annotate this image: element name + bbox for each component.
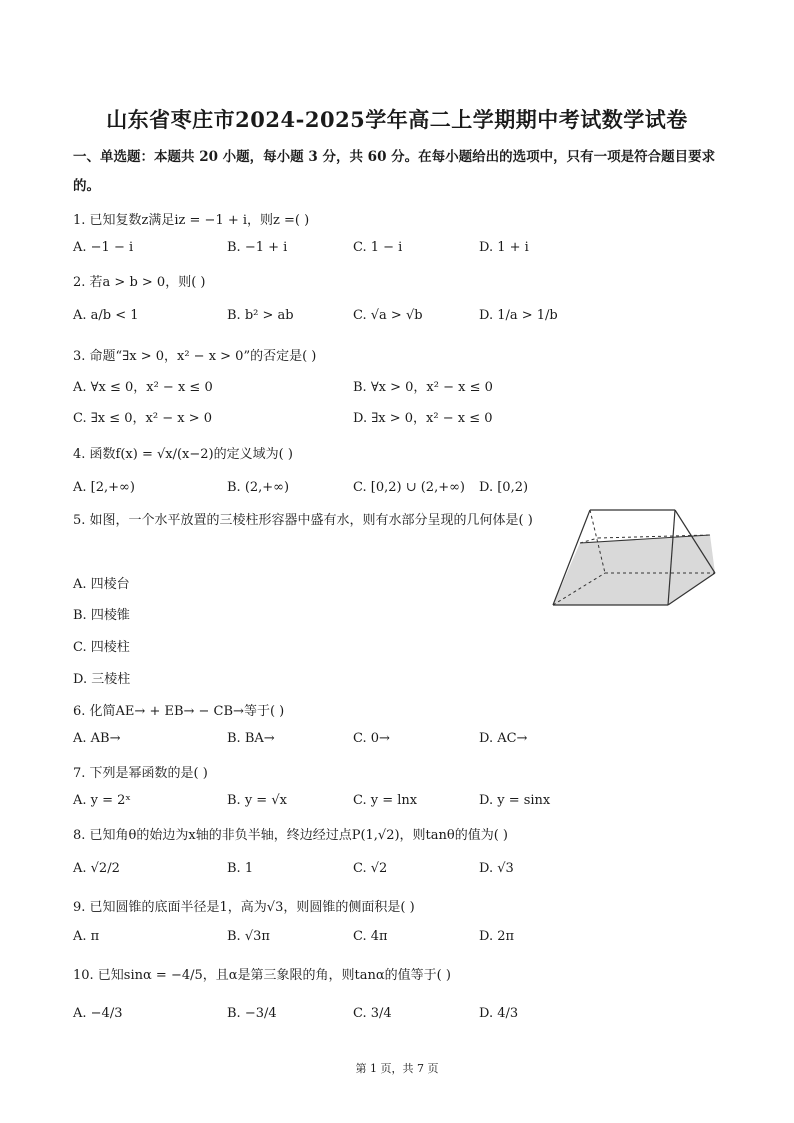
question-8: 8. 已知角θ的始边为x轴的非负半轴，终边经过点P(1,√2)，则tanθ的值为( ) xyxy=(73,828,508,843)
option-a[interactable]: A. √2/2 xyxy=(73,861,120,876)
option-b[interactable]: B. BA→ xyxy=(227,731,275,746)
option-d[interactable]: D. √3 xyxy=(479,861,514,876)
option-a[interactable]: A. [2,+∞) xyxy=(73,480,135,495)
option-c[interactable]: C. ∃x ≤ 0，x² − x > 0 xyxy=(73,411,213,426)
option-c[interactable]: C. 3/4 xyxy=(353,1006,392,1021)
option-c[interactable]: C. √2 xyxy=(353,861,388,876)
section-heading: 一、单选题：本题共 20 小题，每小题 3 分，共 60 分。在每小题给出的选项中，只有一项是符合题目要求的。 xyxy=(73,149,716,194)
option-d[interactable]: D. AC→ xyxy=(479,731,528,746)
question-3-options-row2 xyxy=(73,407,733,429)
option-b[interactable]: B. b² > ab xyxy=(227,308,294,323)
page-title: 山东省枣庄市2024-2025学年高二上学期期中考试数学试卷 xyxy=(106,107,688,132)
option-c[interactable]: C. 0→ xyxy=(353,731,390,746)
question-7: 7. 下列是幂函数的是( ) xyxy=(73,766,208,781)
question-4-options xyxy=(73,480,733,502)
question-3: 3. 命题“∃x > 0，x² − x > 0”的否定是( ) xyxy=(73,349,317,364)
prism-water-figure xyxy=(550,505,725,615)
page-footer: 第 1 页，共 7 页 xyxy=(355,1062,439,1075)
water-region xyxy=(553,535,715,605)
question-10: 10. 已知sinα = −4/5，且α是第三象限的角，则tanα的值等于( ) xyxy=(73,968,451,983)
option-a[interactable]: A. 四棱台 xyxy=(73,577,130,592)
option-a[interactable]: A. π xyxy=(73,929,100,944)
question-6: 6. 化简AE→ + EB→ − CB→等于( ) xyxy=(73,704,285,719)
option-a[interactable]: A. −4/3 xyxy=(73,1006,123,1021)
option-d[interactable]: D. ∃x > 0，x² − x ≤ 0 xyxy=(353,411,493,426)
option-d[interactable]: D. 1 + i xyxy=(479,240,529,255)
question-2: 2. 若a > b > 0，则( ) xyxy=(73,275,206,290)
option-b[interactable]: B. ∀x > 0，x² − x ≤ 0 xyxy=(353,380,493,395)
option-b[interactable]: B. √3π xyxy=(227,929,270,944)
option-c[interactable]: C. y = lnx xyxy=(353,793,418,808)
option-d[interactable]: D. 1/a > 1/b xyxy=(479,308,558,323)
option-b[interactable]: B. y = √x xyxy=(227,793,287,808)
option-d[interactable]: D. 三棱柱 xyxy=(73,672,131,687)
option-d[interactable]: D. 2π xyxy=(479,929,515,944)
question-2-options xyxy=(73,308,733,330)
question-5: 5. 如图，一个水平放置的三棱柱形容器中盛有水，则有水部分呈现的几何体是( ) xyxy=(73,513,533,528)
option-d[interactable]: D. [0,2) xyxy=(479,480,529,495)
option-c[interactable]: C. 四棱柱 xyxy=(73,640,130,655)
option-a[interactable]: A. y = 2ˣ xyxy=(73,793,131,808)
question-1: 1. 已知复数z满足iz = −1 + i，则z =( ) xyxy=(73,213,310,228)
question-1-options xyxy=(73,240,733,262)
option-b[interactable]: B. −1 + i xyxy=(227,240,288,255)
option-a[interactable]: A. −1 − i xyxy=(73,240,134,255)
question-7-options xyxy=(73,793,733,815)
option-a[interactable]: A. a/b < 1 xyxy=(73,308,139,323)
question-4: 4. 函数f(x) = √x/(x−2)的定义域为( ) xyxy=(73,447,293,462)
option-b[interactable]: B. 1 xyxy=(227,861,254,876)
option-a[interactable]: A. AB→ xyxy=(73,731,121,746)
question-9-options xyxy=(73,929,733,951)
option-c[interactable]: C. 4π xyxy=(353,929,388,944)
option-b[interactable]: B. −3/4 xyxy=(227,1006,277,1021)
question-3-options-row1 xyxy=(73,376,733,398)
option-c[interactable]: C. [0,2) ∪ (2,+∞) xyxy=(353,480,465,495)
question-10-options xyxy=(73,1006,733,1028)
question-6-options xyxy=(73,731,733,753)
option-c[interactable]: C. 1 − i xyxy=(353,240,403,255)
option-d[interactable]: D. 4/3 xyxy=(479,1006,519,1021)
option-d[interactable]: D. y = sinx xyxy=(479,793,551,808)
question-9: 9. 已知圆锥的底面半径是1，高为√3，则圆锥的侧面积是( ) xyxy=(73,900,415,915)
option-b[interactable]: B. (2,+∞) xyxy=(227,480,290,495)
option-b[interactable]: B. 四棱锥 xyxy=(73,608,130,623)
question-8-options xyxy=(73,861,733,883)
option-a[interactable]: A. ∀x ≤ 0，x² − x ≤ 0 xyxy=(73,380,213,395)
option-c[interactable]: C. √a > √b xyxy=(353,308,423,323)
